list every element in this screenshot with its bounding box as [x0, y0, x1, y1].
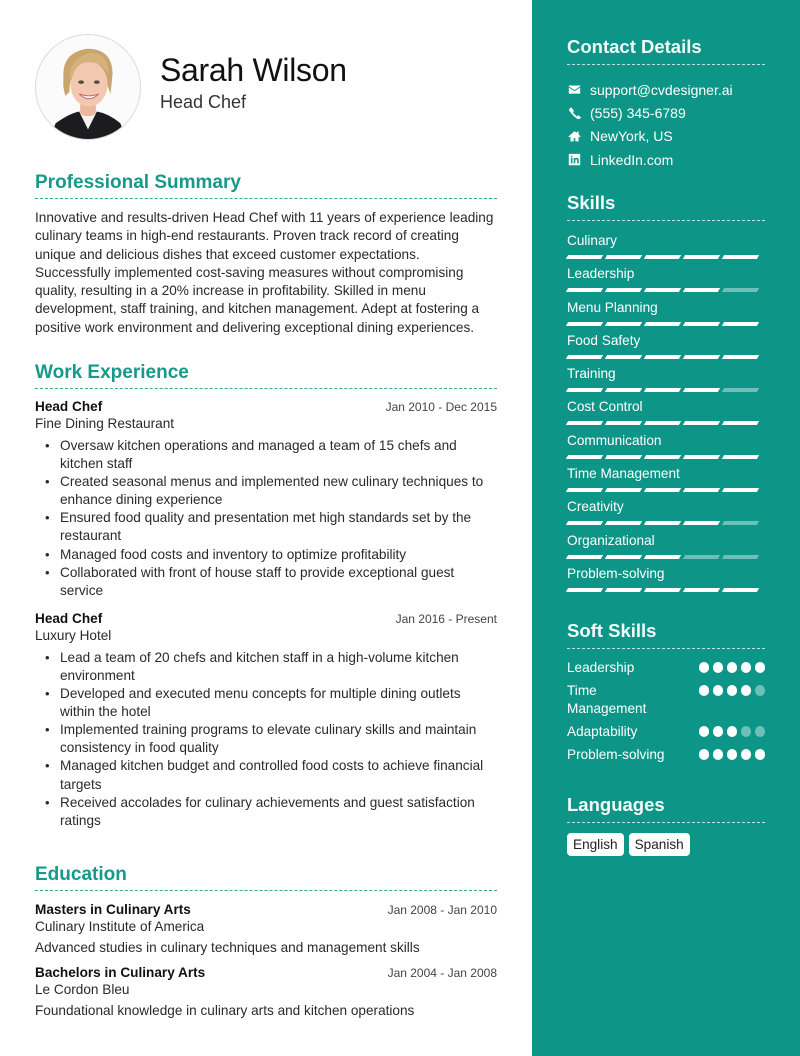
skill-level-bar [567, 488, 765, 492]
job-title: Head Chef [35, 399, 103, 414]
rating-dot-icon [741, 685, 752, 696]
skill-level-segment [644, 588, 681, 592]
education-description: Advanced studies in culinary techniques and management skills [35, 940, 420, 955]
skill-level-segment [605, 255, 642, 259]
skill-level-segment [683, 255, 720, 259]
resume-header [35, 34, 497, 142]
skill-level-bar [567, 421, 765, 425]
skill-level-segment [722, 488, 759, 492]
skill-level-segment [644, 555, 681, 559]
skill-name: Problem-solving [567, 565, 665, 581]
skill-level-segment [722, 288, 759, 292]
section-divider [35, 198, 497, 199]
skill-name: Time Management [567, 466, 680, 482]
job-bullets [35, 649, 497, 830]
job-bullet: • Ensured food quality and presentation met high standards set by the restaurant [60, 509, 497, 545]
candidate-name: Sarah Wilson [160, 52, 347, 88]
professional-summary-section [35, 172, 497, 337]
education-section [35, 864, 497, 1018]
skill-level-bar [567, 322, 765, 326]
skill-level-bar [567, 255, 765, 259]
skill-level-bar [567, 588, 765, 592]
contact-email[interactable] [567, 78, 765, 101]
skill-level-segment [683, 388, 720, 392]
skill-level-segment [722, 588, 759, 592]
skill-level-segment [683, 288, 720, 292]
skill-level-bar [567, 455, 765, 459]
skill-level-segment [566, 322, 603, 326]
skill-name: Cost Control [567, 399, 643, 415]
rating-dot-icon [727, 726, 738, 737]
job-bullets [35, 437, 497, 600]
section-title: Contact Details [567, 36, 702, 57]
candidate-role: Head Chef [160, 92, 247, 112]
skill-level-segment [644, 521, 681, 525]
skill-name: Food Safety [567, 332, 641, 348]
education-date: Jan 2004 - Jan 2008 [387, 966, 497, 980]
skill-level-segment [683, 455, 720, 459]
soft-skills-list [567, 659, 765, 764]
job-title: Head Chef [35, 610, 103, 626]
skill-level-segment [605, 421, 642, 425]
skill-level-segment [605, 322, 642, 326]
section-title: Languages [567, 794, 665, 815]
skill-level-segment [566, 255, 603, 259]
skill-level-segment [605, 388, 642, 392]
skill-level-segment [683, 488, 720, 492]
education-entry [35, 902, 497, 955]
skill-level-segment [683, 555, 720, 559]
rating-dot-icon [755, 726, 766, 737]
skill-level-segment [605, 288, 642, 292]
linkedin-icon [567, 153, 582, 167]
skills-list [567, 232, 765, 598]
avatar-portrait-icon [36, 35, 140, 139]
section-divider [567, 64, 765, 65]
skill-name: Training [567, 366, 616, 382]
rating-dot-icon [755, 685, 766, 696]
skill-level-segment [644, 322, 681, 326]
soft-skill-item [567, 746, 765, 764]
section-divider [35, 890, 497, 891]
soft-skill-name: Leadership [567, 660, 635, 675]
skill-level-segment [722, 555, 759, 559]
skill-level-segment [683, 355, 720, 359]
skill-level-segment [566, 455, 603, 459]
degree-title: Masters in Culinary Arts [35, 902, 191, 917]
skill-level-segment [644, 488, 681, 492]
skill-level-segment [566, 555, 603, 559]
skill-level-segment [644, 388, 681, 392]
skill-level-segment [566, 521, 603, 525]
skill-item [567, 498, 765, 531]
job-bullet: • Collaborated with front of house staff to provide exceptional guest service [60, 564, 497, 600]
skill-name: Communication [567, 432, 662, 448]
rating-dot-icon [727, 749, 738, 760]
education-entry [35, 965, 497, 1018]
section-title: Soft Skills [567, 620, 657, 641]
rating-dot-icon [755, 662, 766, 673]
job-bullet: • Lead a team of 20 chefs and kitchen staff in a high-volume kitchen environment [60, 649, 497, 685]
skill-level-segment [683, 521, 720, 525]
soft-skill-name: Problem-solving [567, 747, 665, 762]
contact-value: LinkedIn.com [590, 151, 674, 168]
section-title: Work Experience [35, 362, 189, 383]
language-chip: English [567, 833, 624, 856]
job-bullet: • Developed and executed menu concepts for multiple dining outlets within the hotel [60, 685, 497, 721]
school-name: Culinary Institute of America [35, 919, 205, 934]
skill-item [567, 265, 765, 298]
rating-dot-icon [727, 662, 738, 673]
skill-level-segment [644, 355, 681, 359]
skill-level-segment [683, 588, 720, 592]
skill-item [567, 565, 765, 598]
section-divider [35, 388, 497, 389]
skill-level-segment [566, 288, 603, 292]
skill-level-segment [605, 488, 642, 492]
soft-skill-item [567, 682, 765, 718]
soft-skill-item [567, 723, 765, 741]
skill-item [567, 365, 765, 398]
job-bullet: • Managed food costs and inventory to optimize profitability [60, 546, 497, 564]
job-organization: Fine Dining Restaurant [35, 416, 175, 431]
rating-dot-icon [741, 749, 752, 760]
education-date: Jan 2008 - Jan 2010 [387, 903, 497, 917]
job-date: Jan 2010 - Dec 2015 [385, 400, 497, 414]
skill-level-segment [605, 555, 642, 559]
phone-icon [567, 106, 582, 120]
rating-dot-icon [741, 726, 752, 737]
rating-dot-icon [741, 662, 752, 673]
skill-item [567, 465, 765, 498]
skill-level-segment [605, 355, 642, 359]
section-divider [567, 220, 765, 221]
soft-skill-name: Adaptability [567, 724, 638, 739]
rating-dot-icon [727, 685, 738, 696]
skill-name: Creativity [567, 499, 624, 515]
soft-skill-rating [699, 723, 766, 737]
contact-value: support@cvdesigner.ai [590, 81, 733, 98]
rating-dot-icon [699, 726, 710, 737]
skill-level-segment [722, 388, 759, 392]
contact-linkedin[interactable] [567, 148, 765, 171]
rating-dot-icon [699, 662, 710, 673]
skill-name: Culinary [567, 233, 617, 248]
contact-phone[interactable] [567, 101, 765, 124]
rating-dot-icon [699, 749, 710, 760]
skill-level-segment [644, 288, 681, 292]
soft-skill-rating [699, 746, 766, 760]
skill-item [567, 432, 765, 465]
skill-level-segment [722, 355, 759, 359]
job-entry [35, 399, 497, 600]
envelope-icon [567, 83, 582, 97]
skill-name: Organizational [567, 532, 655, 548]
skill-level-segment [566, 421, 603, 425]
job-bullet: • Managed kitchen budget and controlled food costs to achieve financial targets [60, 757, 497, 793]
contact-details-section [567, 36, 765, 171]
job-bullet: • Oversaw kitchen operations and managed a team of 15 chefs and kitchen staff [60, 437, 497, 473]
skill-level-segment [683, 421, 720, 425]
profile-photo [35, 34, 141, 140]
job-bullet: • Received accolades for culinary achievements and guest satisfaction ratings [60, 794, 497, 830]
rating-dot-icon [755, 749, 766, 760]
soft-skills-section [567, 620, 765, 769]
job-date: Jan 2016 - Present [395, 611, 497, 626]
skill-item [567, 232, 765, 265]
section-divider [567, 648, 765, 649]
rating-dot-icon [713, 685, 724, 696]
skill-level-segment [644, 255, 681, 259]
rating-dot-icon [699, 685, 710, 696]
skill-level-segment [722, 455, 759, 459]
work-experience-section [35, 362, 497, 830]
skill-level-segment [566, 488, 603, 492]
section-title: Professional Summary [35, 172, 241, 193]
languages-section [567, 794, 765, 856]
degree-title: Bachelors in Culinary Arts [35, 965, 206, 980]
skill-level-segment [722, 421, 759, 425]
skill-level-segment [722, 521, 759, 525]
skill-name: Menu Planning [567, 299, 658, 315]
education-description: Foundational knowledge in culinary arts and kitchen operations [35, 1003, 415, 1018]
skill-level-bar [567, 288, 765, 292]
soft-skill-name: Time Management [567, 683, 647, 716]
job-entry [35, 611, 497, 830]
skill-item [567, 332, 765, 365]
rating-dot-icon [713, 662, 724, 673]
skills-section [567, 192, 765, 598]
skill-level-segment [683, 322, 720, 326]
job-bullet: • Created seasonal menus and implemented new culinary techniques to enhance dining experience [60, 473, 497, 509]
skill-level-segment [722, 255, 759, 259]
skill-level-segment [722, 322, 759, 326]
skill-level-segment [605, 455, 642, 459]
school-name: Le Cordon Bleu [35, 982, 130, 997]
skill-level-segment [566, 355, 603, 359]
rating-dot-icon [713, 726, 724, 737]
contact-value: NewYork, US [590, 128, 673, 145]
skill-item [567, 532, 765, 565]
job-organization: Luxury Hotel [35, 627, 112, 643]
soft-skill-rating [699, 682, 766, 696]
skill-level-segment [566, 388, 603, 392]
skill-level-bar [567, 521, 765, 525]
skill-level-segment [566, 588, 603, 592]
soft-skill-item [567, 659, 765, 677]
sidebar [532, 0, 800, 1056]
skill-level-bar [567, 555, 765, 559]
contact-value: (555) 345-6789 [590, 104, 686, 121]
skill-name: Leadership [567, 266, 635, 282]
skill-level-segment [644, 455, 681, 459]
rating-dot-icon [713, 749, 724, 760]
skill-level-segment [644, 421, 681, 425]
skill-item [567, 398, 765, 431]
contact-location [567, 125, 765, 148]
skill-item [567, 299, 765, 332]
home-icon [567, 129, 582, 143]
language-chip: Spanish [629, 833, 690, 856]
skill-level-bar [567, 355, 765, 359]
section-divider [567, 822, 765, 823]
skill-level-bar [567, 388, 765, 392]
skill-level-segment [605, 588, 642, 592]
job-bullet: • Implemented training programs to elevate culinary skills and maintain consistency in food quality [60, 721, 497, 757]
section-title: Skills [567, 192, 616, 213]
summary-text: Innovative and results-driven Head Chef with 11 years of experience leading culinary teams in high-end restaurants. Proven track record of creating unique and delicious dishes that exceed customer expectations. Successfully implemented cost-saving measures without compromising quality, resulting in a 20% increase in profitability. Skilled in menu development, staff training, and kitchen management. Adept at fostering a positive work environment and delivering exceptional dining experiences. [35, 210, 494, 335]
section-title: Education [35, 864, 127, 885]
soft-skill-rating [699, 659, 766, 673]
skill-level-segment [605, 521, 642, 525]
